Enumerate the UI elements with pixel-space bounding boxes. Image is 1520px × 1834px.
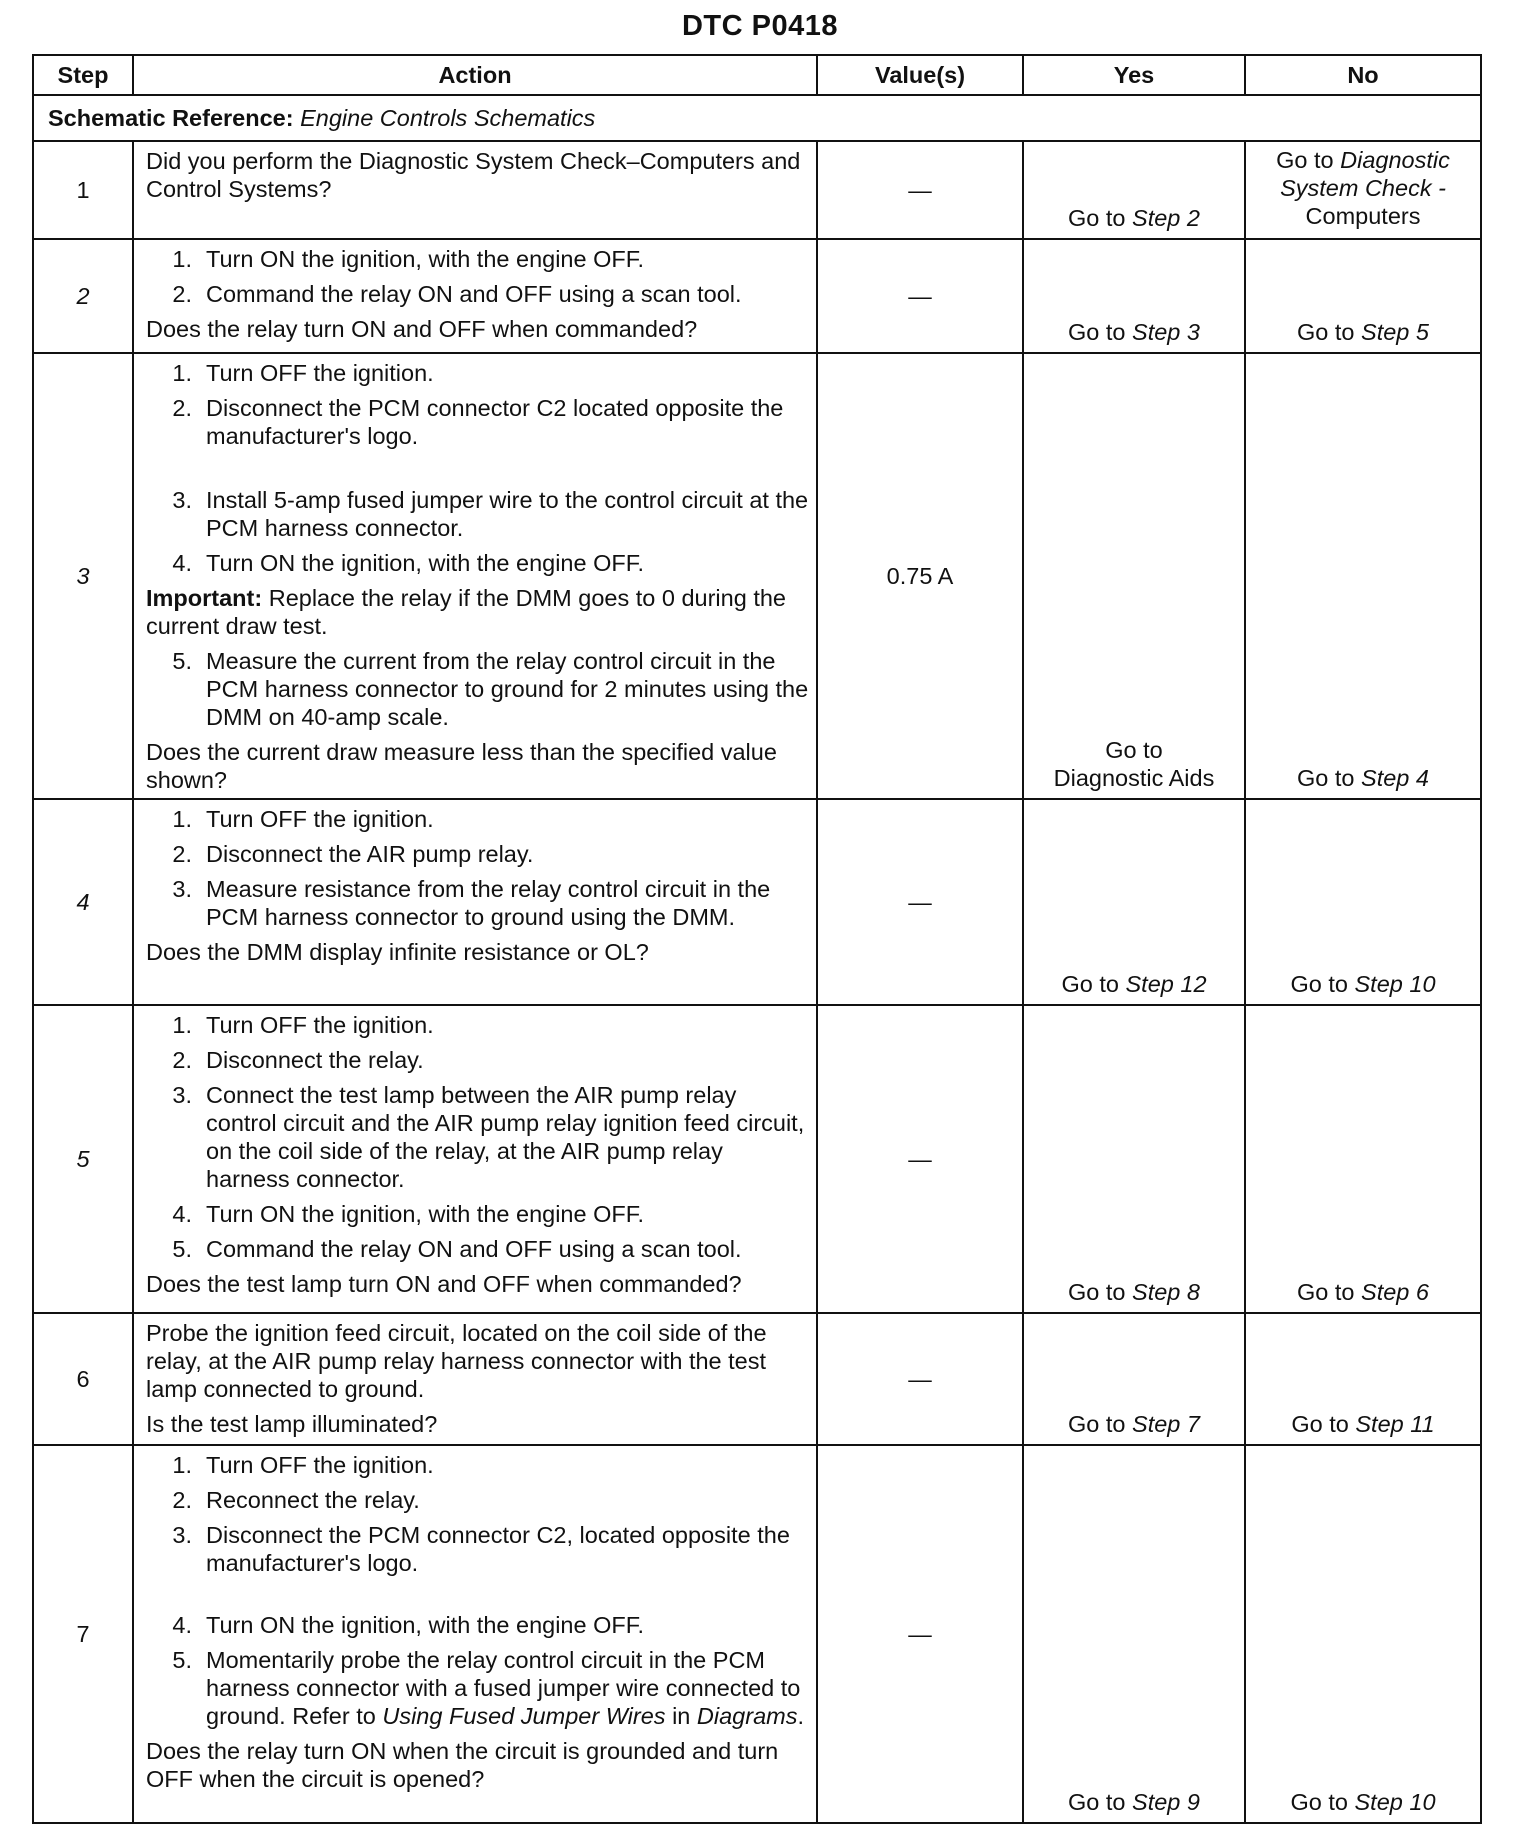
no-suffix: Computers [1305, 203, 1421, 229]
header-yes: Yes [1023, 55, 1245, 95]
item-number: 3. [172, 1522, 192, 1548]
yes-prefix: Go to [1068, 319, 1133, 345]
no-result [1245, 799, 1481, 1005]
item-number: 1. [172, 1012, 192, 1038]
item-text: Disconnect the AIR pump relay. [206, 841, 534, 867]
no-link: Diagnostic System Check - [1280, 147, 1450, 201]
step-action [133, 799, 817, 1005]
item-number: 4. [172, 550, 192, 576]
item-text: Measure the current from the relay control circuit in the PCM harness connector to ground for 2 minutes using the DMM on 40-amp scale. [206, 648, 809, 730]
no-result [1245, 1005, 1481, 1313]
item-text: Reconnect the relay. [206, 1487, 420, 1513]
action-question: Does the test lamp turn ON and OFF when commanded? [146, 1271, 742, 1297]
step-action [133, 239, 817, 353]
item-number: 2. [172, 281, 192, 307]
yes-link: Step 7 [1132, 1411, 1200, 1437]
item-text: Disconnect the relay. [206, 1047, 424, 1073]
item-text: Turn ON the ignition, with the engine OFF. [206, 550, 645, 576]
yes-prefix: Go to [1061, 971, 1126, 997]
list-item [146, 1081, 810, 1193]
item-text: Disconnect the PCM connector C2 located opposite the manufacturer's logo. [206, 395, 784, 449]
list-item [146, 245, 810, 273]
item-text: Turn OFF the ignition. [206, 360, 434, 386]
no-link: Step 10 [1354, 1789, 1436, 1815]
action-question: Does the DMM display infinite resistance or OL? [146, 939, 649, 965]
table-row [33, 141, 1481, 239]
item-text: Turn OFF the ignition. [206, 1452, 434, 1478]
yes-link: Step 3 [1132, 319, 1200, 345]
header-row [33, 55, 1481, 95]
item-number: 4. [172, 1201, 192, 1227]
step-value: — [817, 799, 1023, 1005]
yes-result [1023, 1313, 1245, 1445]
list-item [146, 1011, 810, 1039]
item-text: Turn ON the ignition, with the engine OFF. [206, 1612, 645, 1638]
step-action [133, 1005, 817, 1313]
important-note [146, 584, 810, 640]
reference-link: Diagrams [696, 1703, 798, 1729]
list-item [146, 280, 810, 308]
item-number: 4. [172, 1612, 192, 1638]
header-step: Step [33, 55, 133, 95]
header-no: No [1245, 55, 1481, 95]
step-action [133, 353, 817, 799]
step-number [33, 239, 133, 353]
step-action [133, 1313, 817, 1445]
step-number-text: 3 [76, 563, 90, 589]
item-text: Turn OFF the ignition. [206, 1012, 434, 1038]
item-number: 2. [172, 395, 192, 421]
step-value: — [817, 1445, 1023, 1823]
item-text: Disconnect the PCM connector C2, located opposite the manufacturer's logo. [206, 1522, 790, 1576]
no-result [1245, 1313, 1481, 1445]
header-action: Action [133, 55, 817, 95]
list-item [146, 1046, 810, 1074]
table-row [33, 239, 1481, 353]
yes-link: Diagnostic Aids [1053, 765, 1215, 791]
no-result [1245, 353, 1481, 799]
step-value: — [817, 141, 1023, 239]
action-question: Does the relay turn ON when the circuit is grounded and turn OFF when the circuit is opened? [146, 1738, 779, 1792]
list-item [146, 549, 810, 577]
yes-result [1023, 1005, 1245, 1313]
item-number: 2. [172, 841, 192, 867]
no-prefix: Go to [1276, 147, 1341, 173]
table-row [33, 1313, 1481, 1445]
item-text: Install 5-amp fused jumper wire to the control circuit at the PCM harness connector. [206, 487, 809, 541]
step-number [33, 799, 133, 1005]
schematic-value: Engine Controls Schematics [300, 105, 596, 131]
no-link: Step 4 [1361, 765, 1429, 791]
item-text: Turn ON the ignition, with the engine OFF. [206, 1201, 645, 1227]
item-number: 3. [172, 1082, 192, 1108]
step-number: 1 [33, 141, 133, 239]
item-number: 2. [172, 1047, 192, 1073]
no-prefix: Go to [1297, 765, 1362, 791]
table-row [33, 353, 1481, 799]
item-number: 3. [172, 876, 192, 902]
item-number: 5. [172, 648, 192, 674]
list-item [146, 1235, 810, 1263]
yes-link: Step 12 [1125, 971, 1207, 997]
no-prefix: Go to [1297, 319, 1362, 345]
yes-prefix: Go to [1068, 1411, 1133, 1437]
action-question: Does the relay turn ON and OFF when commanded? [146, 316, 698, 342]
no-prefix: Go to [1290, 1789, 1355, 1815]
step-number-text: 2 [76, 283, 90, 309]
item-number: 3. [172, 487, 192, 513]
no-result [1245, 141, 1481, 239]
action-text: Probe the ignition feed circuit, located on the coil side of the relay, at the AIR pump relay harness connector with the test lamp connected to ground. [146, 1320, 767, 1402]
yes-link: Step 2 [1132, 205, 1200, 231]
step-number [33, 1005, 133, 1313]
step-action [133, 1445, 817, 1823]
item-text: Connect the test lamp between the AIR pump relay control circuit and the AIR pump relay ignition feed circuit, on the coil side of the relay, at the AIR pump relay harness connector. [206, 1082, 805, 1192]
step-number-text: 4 [76, 889, 90, 915]
diagnostic-table [32, 54, 1482, 1824]
no-prefix: Go to [1297, 1279, 1362, 1305]
yes-link: Step 9 [1132, 1789, 1200, 1815]
no-prefix: Go to [1291, 1411, 1356, 1437]
list-item [146, 1646, 810, 1730]
list-item [146, 1486, 810, 1514]
list-item [146, 875, 810, 931]
no-result [1245, 1445, 1481, 1823]
step-number: 6 [33, 1313, 133, 1445]
item-number: 1. [172, 806, 192, 832]
important-text: Replace the relay if the DMM goes to 0 during the current draw test. [146, 585, 786, 639]
yes-result [1023, 799, 1245, 1005]
list-item [146, 647, 810, 731]
list-item [146, 805, 810, 833]
step-value: — [817, 239, 1023, 353]
item-number: 5. [172, 1236, 192, 1262]
yes-prefix: Go to [1068, 1789, 1133, 1815]
yes-prefix: Go to [1068, 205, 1133, 231]
step-value: — [817, 1313, 1023, 1445]
step-value: 0.75 A [817, 353, 1023, 799]
item-text: Turn ON the ignition, with the engine OFF. [206, 246, 645, 272]
no-link: Step 10 [1354, 971, 1436, 997]
list-item [146, 1200, 810, 1228]
step-number [33, 353, 133, 799]
action-question: Is the test lamp illuminated? [146, 1411, 438, 1437]
action-text: Did you perform the Diagnostic System Check–Computers and Control Systems? [146, 148, 801, 202]
yes-result [1023, 141, 1245, 239]
table-row [33, 799, 1481, 1005]
reference-link: Using Fused Jumper Wires [382, 1703, 666, 1729]
list-item [146, 359, 810, 387]
no-link: Step 6 [1361, 1279, 1429, 1305]
item-number: 1. [172, 360, 192, 386]
item-text-part: . [797, 1703, 804, 1729]
list-item [146, 1611, 810, 1639]
no-result [1245, 239, 1481, 353]
action-question: Does the current draw measure less than the specified value shown? [146, 739, 777, 793]
yes-result [1023, 353, 1245, 799]
step-value: — [817, 1005, 1023, 1313]
no-link: Step 11 [1355, 1411, 1435, 1437]
no-prefix: Go to [1290, 971, 1355, 997]
table-row [33, 1445, 1481, 1823]
step-action [133, 141, 817, 239]
list-item [146, 840, 810, 868]
item-number: 1. [172, 246, 192, 272]
list-item [146, 1521, 810, 1577]
item-text-part: Momentarily probe the relay control circuit in the PCM harness connector with a fused jumper wire connected to ground. Refer to [206, 1647, 801, 1729]
schematic-row [33, 95, 1481, 141]
item-number: 5. [172, 1647, 192, 1673]
item-text: Turn OFF the ignition. [206, 806, 434, 832]
list-item [146, 394, 810, 450]
list-item [146, 486, 810, 542]
item-number: 2. [172, 1487, 192, 1513]
yes-prefix: Go to [1068, 1279, 1133, 1305]
no-link: Step 5 [1361, 319, 1429, 345]
page-title: DTC P0418 [681, 10, 838, 42]
yes-link: Step 8 [1132, 1279, 1200, 1305]
yes-prefix: Go to [1105, 737, 1163, 763]
item-text: Command the relay ON and OFF using a scan tool. [206, 281, 742, 307]
header-values: Value(s) [817, 55, 1023, 95]
yes-result [1023, 239, 1245, 353]
item-text [206, 1646, 810, 1730]
schematic-label: Schematic Reference: [48, 105, 294, 131]
schematic-reference [33, 95, 1481, 141]
table-row [33, 1005, 1481, 1313]
important-label: Important: [146, 585, 263, 611]
item-text: Measure resistance from the relay control circuit in the PCM harness connector to ground using the DMM. [206, 876, 771, 930]
item-text: Command the relay ON and OFF using a scan tool. [206, 1236, 742, 1262]
item-text-part: in [665, 1703, 697, 1729]
yes-result [1023, 1445, 1245, 1823]
step-number: 7 [33, 1445, 133, 1823]
list-item [146, 1451, 810, 1479]
item-number: 1. [172, 1452, 192, 1478]
step-number-text: 5 [76, 1146, 90, 1172]
